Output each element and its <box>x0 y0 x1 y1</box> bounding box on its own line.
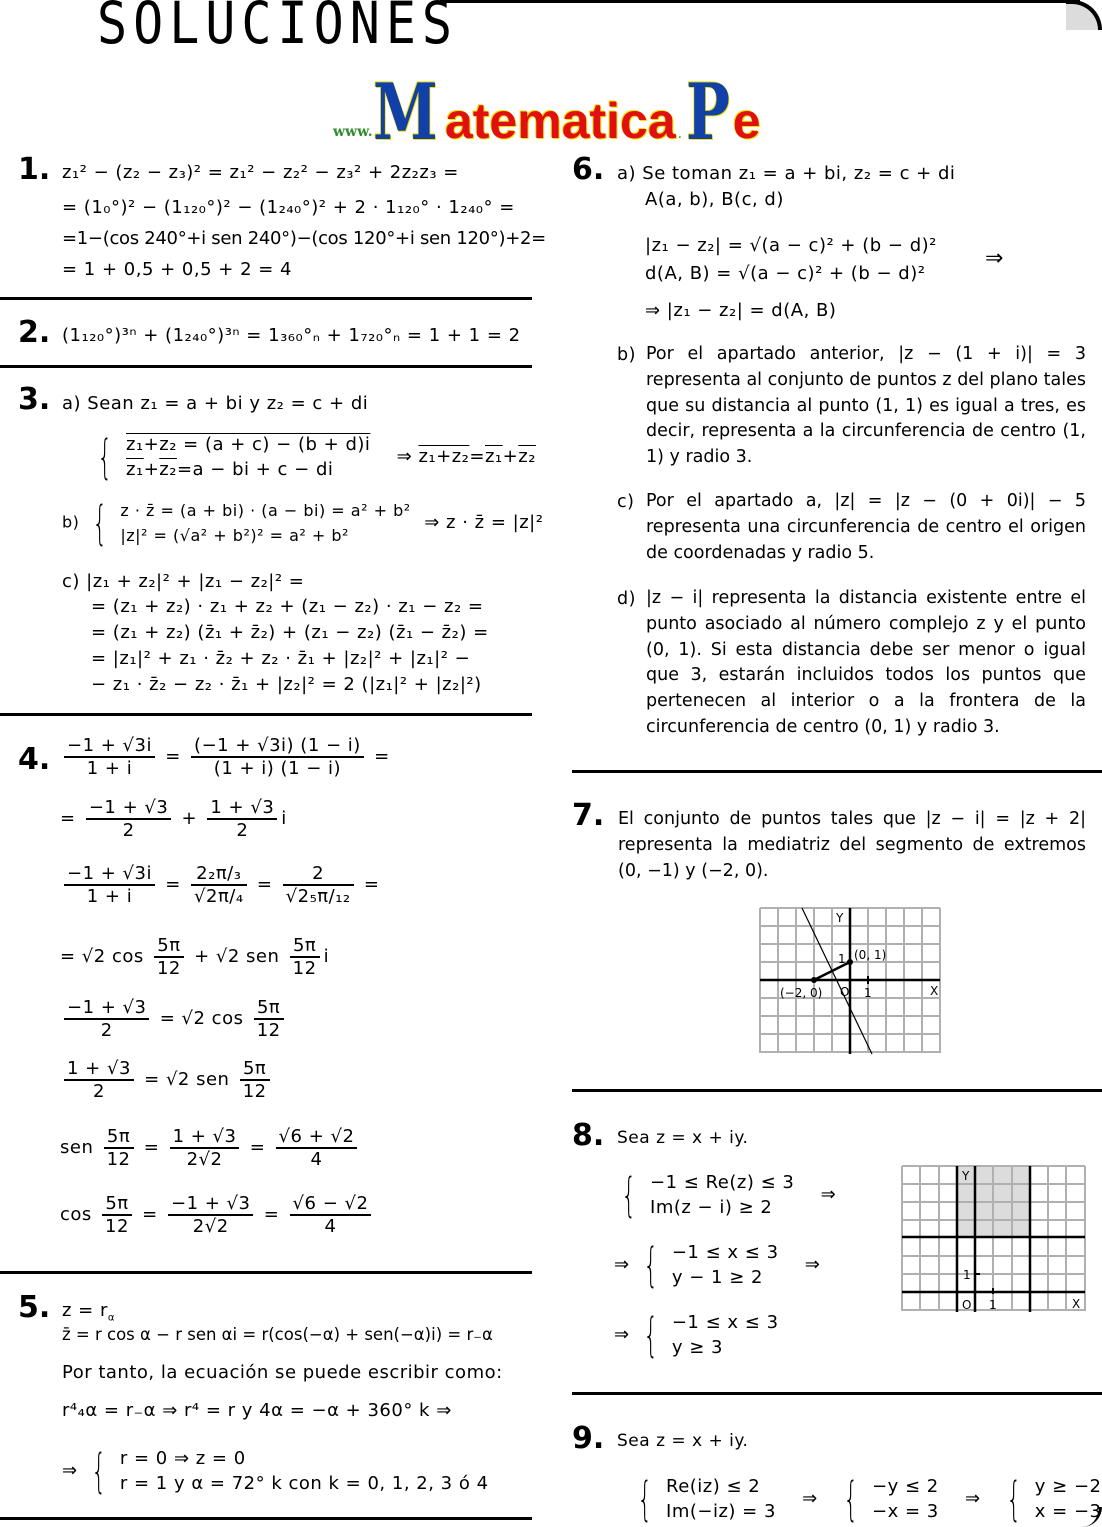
equation-line: = |z₁|² + z₁ · z̄₂ + z₂ · z̄₁ + |z₂|² + |z₁|² − <box>91 648 471 669</box>
logo-m: M <box>372 67 438 158</box>
solution-number: 4. <box>18 742 51 777</box>
system-line: z₁+z₂ = (a + c) − (b + d)i <box>126 434 371 455</box>
logo-www: www. <box>333 124 373 140</box>
solution-number: 9. <box>572 1421 605 1456</box>
svg-text:1: 1 <box>989 1298 997 1312</box>
region-graph <box>900 1164 1088 1314</box>
brace: { <box>97 430 113 484</box>
part-label: c) <box>617 492 635 512</box>
logo-p: P <box>686 67 731 158</box>
svg-text:X: X <box>1072 1297 1081 1311</box>
equation-line: r⁴₄α = r₋α ⇒ r⁴ = r y 4α = −α + 360° k ⇒ <box>62 1400 452 1421</box>
text-line: Sea z = x + iy. <box>617 1128 749 1148</box>
solution-number: 6. <box>572 152 605 187</box>
mediatriz-graph <box>758 906 944 1056</box>
logo-dot: . <box>677 126 683 142</box>
logo-e: e <box>732 93 761 149</box>
equation-line: = (1₀°)² − (1₁₂₀°)² − (1₂₄₀°)² + 2 · 1₁₂₀° · 1₂₄₀° = <box>62 197 515 218</box>
equation-line: $\frac{-1 + √3}{2}$ = √2 cos $\frac{5\pi}{12}$ <box>60 997 288 1041</box>
equation-line: |z₁ − z₂| = √(a − c)² + (b − d)² <box>645 235 937 256</box>
equation-line: d(A, B) = √(a − c)² + (b − d)² <box>645 263 926 284</box>
equation-line: = √2 cos $\frac{5\pi}{12}$ + √2 sen $\frac{5\pi}{12}$ i <box>60 935 330 979</box>
equation-line: $\frac{-1 + √3i}{1 + i}$ = $\frac{\text{2₂π/₃}}{\text{√2π/₄}}$ = $\frac{2}{\text{√2₅π/₁₂}}$ = <box>60 863 379 907</box>
svg-text:1: 1 <box>838 952 846 966</box>
solution-number: 5. <box>18 1290 51 1325</box>
equation-line: = (z₁ + z₂) · z₁ + z₂ + (z₁ − z₂) · z₁ − z₂ = <box>91 596 484 617</box>
svg-text:Y: Y <box>962 1169 970 1183</box>
brace: { <box>92 496 108 550</box>
system-line: z · z̄ = (a + bi) · (a − bi) = a² + b² <box>120 501 411 520</box>
equation-system: ⇒ { r = 0 ⇒ z = 0 r = 1 y α = 72° k con k = 0, 1, 2, 3 ó 4 <box>62 1444 489 1498</box>
equation-line: = (z₁ + z₂) (z̄₁ + z̄₂) + (z₁ − z₂) (z̄₁ − z̄₂) = <box>91 622 489 643</box>
implies-arrow: ⇒ <box>396 446 413 467</box>
paragraph: El conjunto de puntos tales que |z − i| = |z + 2| representa la mediatriz del segmento de extremos (0, −1) y (−2, 0). <box>618 809 1086 881</box>
equation-line: = $\frac{-1 + √3}{2}$ + $\frac{1 + √3}{2}$ i <box>60 797 287 841</box>
result-plus: + <box>502 446 519 467</box>
system-line: |z|² = (√a² + b²)² = a² + b² <box>120 526 349 545</box>
svg-text:1: 1 <box>864 986 872 1000</box>
divider <box>0 1271 532 1274</box>
result-term: z₁+z₂ <box>418 446 470 467</box>
result-eq: = <box>469 446 485 467</box>
logo-matematica: atematica <box>444 93 676 149</box>
solution-number: 7. <box>572 798 605 833</box>
solution-number: 3. <box>18 382 51 417</box>
part-label: b) <box>617 345 636 365</box>
equation-line: ⇒ |z₁ − z₂| = d(A, B) <box>645 300 837 321</box>
divider <box>0 297 532 300</box>
divider <box>572 770 1102 773</box>
equation-line: cos $\frac{5\pi}{12}$ = $\frac{-1 + √3}{2√2}$ = $\frac{√6 - √2}{4}$ <box>60 1193 375 1237</box>
equation-system: { Re(iz) ≤ 2 Im(−iz) = 3 ⇒ { −y ≤ 2 −x = 3 ⇒ { y ≥ −2 x = −3 <box>637 1472 1102 1526</box>
equation-line: (1₁₂₀°)³ⁿ + (1₂₄₀°)³ⁿ = 1₃₆₀°ₙ + 1₇₂₀°ₙ = 1 + 1 = 2 <box>62 325 521 346</box>
svg-text:Y: Y <box>836 911 844 925</box>
page-frame-corner <box>1066 0 1102 30</box>
divider <box>0 713 532 716</box>
site-logo[interactable] <box>333 67 761 158</box>
divider <box>0 1517 532 1520</box>
result: ⇒ z · z̄ = |z|² <box>424 511 544 533</box>
equation-line: z₁² − (z₂ − z₃)² = z₁² − z₂² − z₃² + 2z₂z₃ = <box>62 162 459 183</box>
svg-text:(−2, 0): (−2, 0) <box>780 986 823 1000</box>
equation-line: c) |z₁ + z₂|² + |z₁ − z₂|² = <box>62 571 305 592</box>
equation-system: ⇒ { −1 ≤ x ≤ 3 y − 1 ≥ 2 ⇒ <box>614 1238 821 1292</box>
system-line: z₁+z₂=a − bi + c − di <box>126 459 334 480</box>
equation-system <box>90 432 536 482</box>
equation-line: a) Sean z₁ = a + bi y z₂ = c + di <box>62 393 369 414</box>
equation-line: $\frac{1 + √3}{2}$ = √2 sen $\frac{5\pi}{12}$ <box>60 1058 274 1102</box>
paragraph: Por el apartado anterior, |z − (1 + i)| = 3 representa al conjunto de puntos z del plano tales que su distancia al punto (1, 1) es igual a tres, es decir, representa a la circunferencia de centro (1, 1) y radio 3. <box>646 344 1086 468</box>
result-term: z₁ <box>484 446 503 467</box>
part-label: d) <box>617 589 636 609</box>
page-title: SOLUCIONES <box>97 0 459 57</box>
equation-system: { −1 ≤ Re(z) ≤ 3 Im(z − i) ≥ 2 ⇒ <box>621 1168 837 1222</box>
equation-system <box>62 498 543 548</box>
equation-system: ⇒ { −1 ≤ x ≤ 3 y ≥ 3 <box>614 1308 779 1362</box>
svg-text:(0, 1): (0, 1) <box>854 948 887 962</box>
text-line: Sea z = x + iy. <box>617 1431 749 1451</box>
divider <box>0 365 532 368</box>
implies-arrow: ⇒ <box>985 246 1004 271</box>
equation-line: z̄ = r cos α − r sen αi = r(cos(−α) + sen(−α)i) = r₋α <box>62 1325 493 1344</box>
equation-line: − z₁ · z̄₂ − z₂ · z̄₁ + |z₂|² = 2 (|z₁|² + |z₂|²) <box>91 674 482 695</box>
svg-text:X: X <box>930 984 939 998</box>
text-line: Por tanto, la ecuación se puede escribir como: <box>62 1362 503 1383</box>
paragraph: |z − i| representa la distancia existente entre el punto asociado al número complejo z y el punto (0, 1). Si esta distancia debe ser menor o igual que 3, estarán incluidos todos los puntos que pertenecen al interior o a la frontera de la circunferencia de centro (0, 1) y radio 3. <box>646 588 1086 737</box>
svg-text:O: O <box>840 985 850 999</box>
equation-line: A(a, b), B(c, d) <box>645 189 784 210</box>
equation-line: a) Se toman z₁ = a + bi, z₂ = c + di <box>617 163 956 184</box>
equation-line: =1−(cos 240°+i sen 240°)−(cos 120°+i sen 120°)+2= <box>62 228 546 249</box>
equation-line: $z = r_\alpha$ <box>62 1300 115 1324</box>
solution-number: 2. <box>18 315 51 350</box>
result-term: z₂ <box>518 446 536 467</box>
svg-text:O: O <box>962 1298 972 1312</box>
paragraph: Por el apartado a, |z| = |z − (0 + 0i)| − 5 representa una circunferencia de centro el origen de coordenadas y radio 5. <box>646 491 1086 563</box>
page-frame-top <box>440 0 1080 3</box>
svg-text:1: 1 <box>963 1268 971 1282</box>
equation-line: = 1 + 0,5 + 0,5 + 2 = 4 <box>62 259 293 280</box>
solution-number: 1. <box>18 152 51 187</box>
part-label: b) <box>62 512 80 532</box>
equation-line: $\frac{-1 + √3i}{1 + i}$ = $\frac{(-1 + √3i) (1 - i)}{(1 + i) (1 - i)}$ = <box>60 735 390 779</box>
divider <box>572 1392 1102 1395</box>
equation-line: sen $\frac{5\pi}{12}$ = $\frac{1 + √3}{2√2}$ = $\frac{√6 + √2}{4}$ <box>60 1126 361 1170</box>
divider <box>572 1089 1102 1092</box>
solution-number: 8. <box>572 1118 605 1153</box>
